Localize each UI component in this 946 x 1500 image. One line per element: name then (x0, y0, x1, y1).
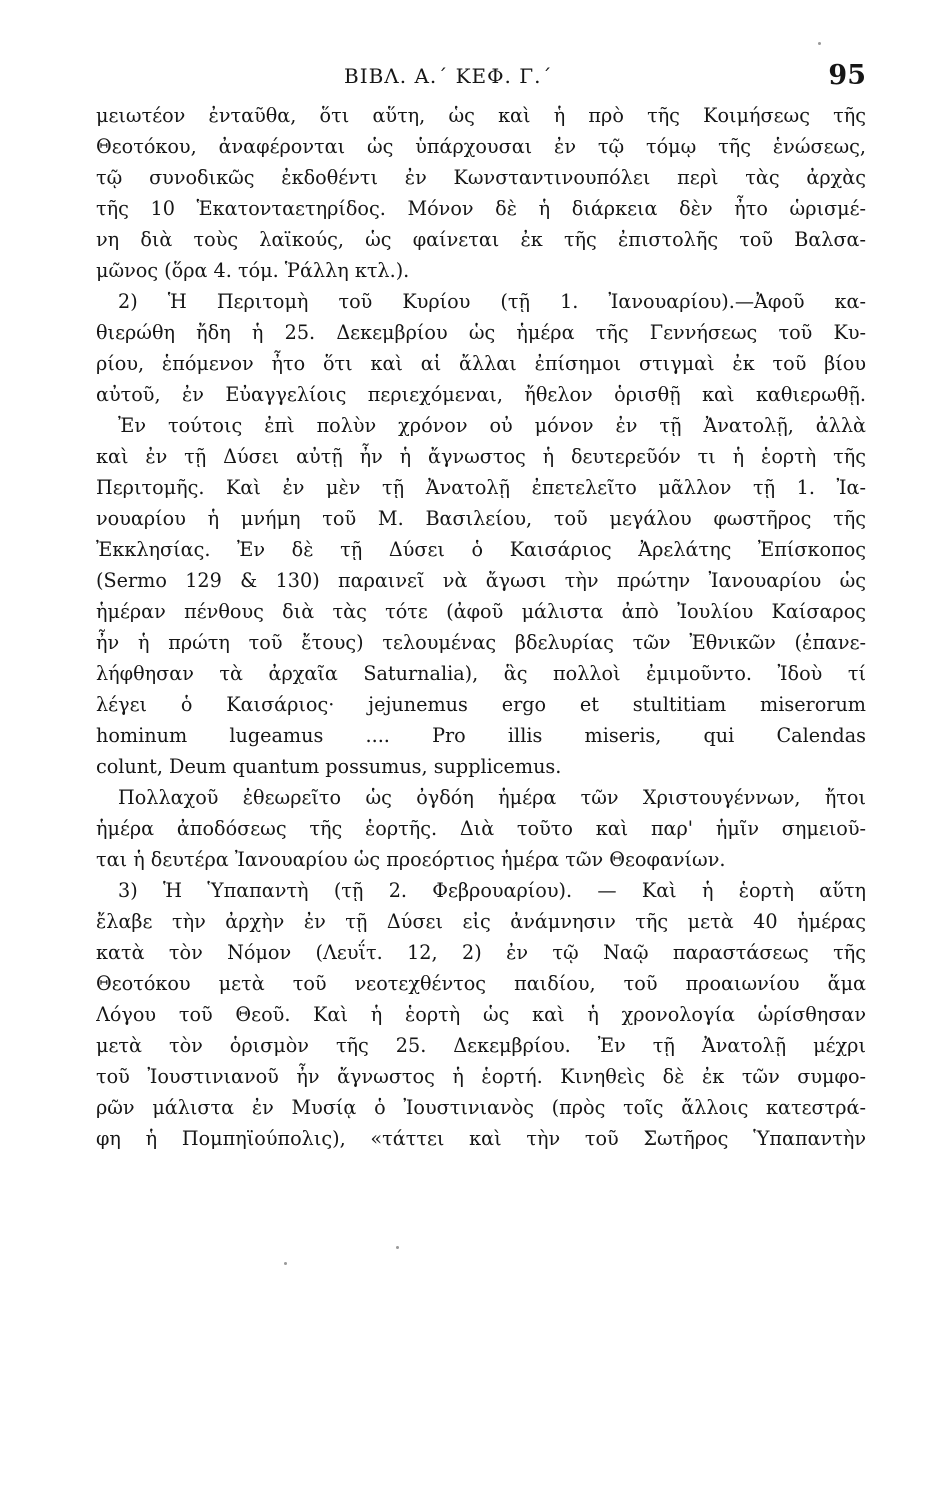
text-line: ρίου, ἑπόμενον ἦτο ὅτι καὶ αἱ ἄλλαι ἐπίσημοι στιγμαὶ ἐκ τοῦ βίου (96, 352, 866, 375)
text-line: λέγει ὁ Καισάριος· jejunemus ergo et stultitiam miserorum (96, 693, 866, 716)
scan-speck (396, 1246, 399, 1249)
text-line: Θεοτόκου, ἀναφέρονται ὡς ὑπάρχουσαι ἐν τῷ τόμῳ τῆς ἑνώσεως, (96, 135, 866, 158)
text-line: μετὰ τὸν ὁρισμὸν τῆς 25. Δεκεμβρίου. Ἐν τῇ Ἀνατολῇ μέχρι (96, 1034, 866, 1057)
text-line: ρῶν μάλιστα ἐν Μυσίᾳ ὁ Ἰουστινιανὸς (πρὸς τοῖς ἄλλοις κατεστρά- (96, 1096, 866, 1119)
text-line: τοῦ Ἰουστινιανοῦ ἦν ἄγνωστος ἡ ἑορτή. Κινηθεὶς δὲ ἐκ τῶν συμφο- (96, 1065, 866, 1088)
text-line: colunt, Deum quantum possumus, supplicemus. (96, 755, 562, 778)
text-line: ται ἡ δευτέρα Ἰανουαρίου ὡς προεόρτιος ἡμέρα τῶν Θεοφανίων. (96, 848, 726, 871)
text-line: θιερώθη ἤδη ἡ 25. Δεκεμβρίου ὡς ἡμέρα τῆς Γεννήσεως τοῦ Κυ- (96, 321, 866, 344)
text-line: νουαρίου ἡ μνήμη τοῦ Μ. Βασιλείου, τοῦ μεγάλου φωστῆρος τῆς (96, 507, 866, 530)
text-line: Ἐν τούτοις ἐπὶ πολὺν χρόνον οὐ μόνον ἐν τῇ Ἀνατολῇ, ἀλλὰ (118, 414, 866, 437)
page-number: 95 (828, 60, 866, 91)
text-line: κατὰ τὸν Νόμον (Λευΐτ. 12, 2) ἐν τῷ Ναῷ παραστάσεως τῆς (96, 941, 866, 964)
text-line: ἡμέρα ἀποδόσεως τῆς ἑορτῆς. Διὰ τοῦτο καὶ παρ' ἡμῖν σημειοῦ- (96, 817, 866, 840)
text-line: Λόγου τοῦ Θεοῦ. Καὶ ἡ ἑορτὴ ὡς καὶ ἡ χρονολογία ὡρίσθησαν (96, 1003, 866, 1026)
text-line: Ἐκκλησίας. Ἐν δὲ τῇ Δύσει ὁ Καισάριος Ἀρελάτης Ἐπίσκοπος (96, 538, 866, 561)
body-text (96, 100, 866, 1154)
text-line: τῆς 10 Ἑκατονταετηρίδος. Μόνον δὲ ἡ διάρκεια δὲν ἦτο ὡρισμέ- (96, 197, 866, 220)
text-line: ἔλαβε τὴν ἀρχὴν ἐν τῇ Δύσει εἰς ἀνάμνησιν τῆς μετὰ 40 ἡμέρας (96, 910, 866, 933)
scan-speck (818, 42, 821, 45)
text-line: ἦν ἡ πρώτη τοῦ ἔτους) τελουμένας βδελυρίας τῶν Ἐθνικῶν (ἐπανε- (96, 631, 866, 654)
text-line: 2) Ἡ Περιτομὴ τοῦ Κυρίου (τῇ 1. Ἰανουαρίου).—Ἀφοῦ κα- (118, 290, 866, 313)
text-line: μῶνος (ὅρα 4. τόμ. Ῥάλλη κτλ.). (96, 259, 410, 282)
scan-speck (284, 1262, 287, 1265)
text-line: νη διὰ τοὺς λαϊκούς, ὡς φαίνεται ἐκ τῆς ἐπιστολῆς τοῦ Βαλσα- (96, 228, 866, 251)
text-line: τῷ συνοδικῶς ἐκδοθέντι ἐν Κωνσταντινουπόλει περὶ τὰς ἀρχὰς (96, 166, 866, 189)
text-line: hominum lugeamus .... Pro illis miseris, qui Calendas (96, 724, 866, 747)
text-line: αὐτοῦ, ἐν Εὐαγγελίοις περιεχόμεναι, ἤθελον ὁρισθῇ καὶ καθιερωθῇ. (96, 383, 866, 406)
text-line: καὶ ἐν τῇ Δύσει αὐτῇ ἦν ἡ ἄγνωστος ἡ δευτερεῦόν τι ἡ ἑορτὴ τῆς (96, 445, 866, 468)
text-line: (Sermo 129 & 130) παραινεῖ νὰ ἄγωσι τὴν πρώτην Ἰανουαρίου ὡς (96, 569, 866, 592)
text-line: ἡμέραν πένθους διὰ τὰς τότε (ἀφοῦ μάλιστα ἀπὸ Ἰουλίου Καίσαρος (96, 600, 866, 623)
text-line: λήφθησαν τὰ ἀρχαῖα Saturnalia), ἃς πολλοὶ ἐμιμοῦντο. Ἰδοὺ τί (96, 662, 866, 685)
text-line: Θεοτόκου μετὰ τοῦ νεοτεχθέντος παιδίου, τοῦ προαιωνίου ἅμα (96, 972, 866, 995)
text-line: φη ἡ Πομπηϊούπολις), «τάττει καὶ τὴν τοῦ Σωτῆρος Ὑπαπαντὴν (96, 1127, 866, 1150)
text-line: Πολλαχοῦ ἐθεωρεῖτο ὡς ὀγδόη ἡμέρα τῶν Χριστουγέννων, ἤτοι (118, 786, 866, 809)
text-line: 3) Ἡ Ὑπαπαντὴ (τῇ 2. Φεβρουαρίου). — Καὶ ἡ ἑορτὴ αὕτη (118, 879, 866, 902)
text-line: μειωτέον ἐνταῦθα, ὅτι αὕτη, ὡς καὶ ἡ πρὸ τῆς Κοιμήσεως τῆς (96, 104, 866, 127)
running-head: ΒΙΒΛ. Α.΄ ΚΕΦ. Γ.΄ (344, 64, 553, 88)
text-line: Περιτομῆς. Καὶ ἐν μὲν τῇ Ἀνατολῇ ἐπετελεῖτο μᾶλλον τῇ 1. Ἰα- (96, 476, 866, 499)
